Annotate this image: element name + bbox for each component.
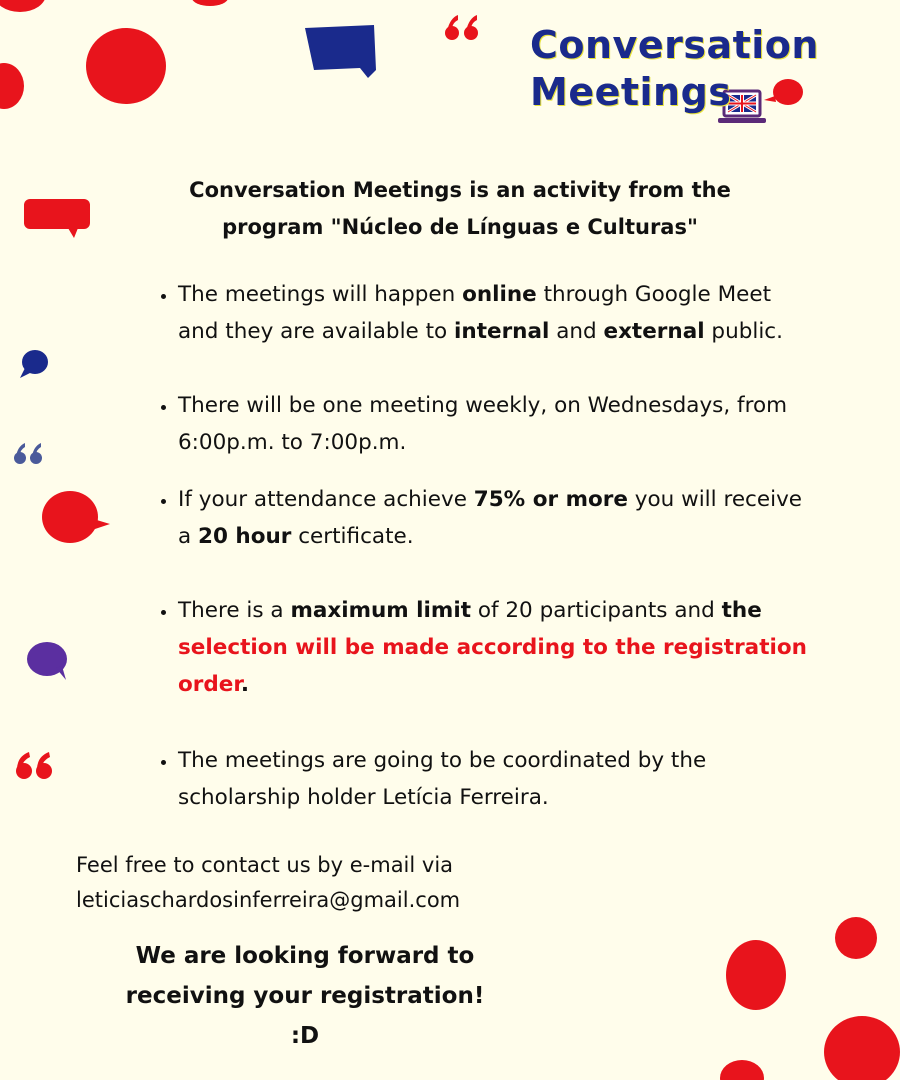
bullet-text: of 20 participants and [470, 598, 722, 623]
list-item [178, 742, 893, 816]
bullet-emphasis: 20 hour [198, 524, 292, 549]
bullet-emphasis: the [721, 598, 762, 623]
quote-icon [16, 752, 52, 779]
bullet-text: If your attendance achieve [178, 487, 474, 512]
contact-info [76, 848, 596, 918]
intro-line-1: Conversation Meetings is an activity from the [189, 178, 731, 202]
bullet-text: scholarship holder Letícia Ferreira. [178, 785, 549, 810]
closing-line-3: :D [290, 1023, 320, 1049]
red-circle-decoration [726, 940, 786, 1010]
red-circle-decoration [0, 0, 46, 12]
bullet-text: through Google Meet [536, 282, 772, 307]
bullet-text: you will receive [627, 487, 803, 512]
bullet-highlight: order [178, 672, 241, 697]
speech-bubble-icon [42, 491, 110, 543]
bullet-text: public. [704, 319, 783, 344]
closing-line-2: receiving your registration! [125, 983, 485, 1009]
bullet-text: . [240, 672, 250, 697]
bullet-emphasis: online [462, 282, 537, 307]
bullet-text: The meetings will happen [178, 282, 463, 307]
contact-email[interactable]: leticiaschardosinferreira@gmail.com [76, 888, 461, 912]
bullet-highlight: selection will be made according to the registration [178, 635, 807, 660]
bullet-text: The meetings are going to be coordinated by the [178, 748, 707, 773]
red-circle-decoration [192, 0, 228, 6]
red-circle-decoration [835, 917, 877, 959]
bullet-emphasis: maximum limit [290, 598, 471, 623]
bullet-text: and they are available to [178, 319, 455, 344]
contact-text: Feel free to contact us by e-mail via [76, 853, 454, 877]
quote-icon [14, 443, 42, 464]
bullet-emphasis: internal [454, 319, 550, 344]
title-line-1: Conversation [530, 23, 819, 67]
bullet-text: There is a [178, 598, 291, 623]
list-item [178, 276, 893, 350]
intro-text [120, 172, 800, 246]
speech-bubble-icon [27, 642, 67, 680]
speech-bubble-icon [20, 350, 48, 378]
list-item [178, 481, 893, 555]
quote-icon [445, 15, 478, 40]
speech-bubble-icon [24, 199, 90, 238]
list-item [178, 387, 893, 461]
bullet-text: and [549, 319, 604, 344]
intro-line-2: program "Núcleo de Línguas e Culturas" [222, 215, 698, 239]
red-circle-decoration [86, 28, 166, 104]
bullet-emphasis: external [603, 319, 705, 344]
list-item [178, 592, 893, 703]
bullet-text: certificate. [291, 524, 414, 549]
bullet-text: a [178, 524, 199, 549]
closing-message [50, 936, 560, 1056]
closing-line-1: We are looking forward to [135, 943, 475, 969]
page-title [530, 22, 830, 116]
speech-bubble-icon [305, 25, 376, 78]
red-circle-decoration [824, 1016, 900, 1080]
red-circle-decoration [0, 63, 24, 109]
title-line-2: Meetings [530, 70, 732, 114]
bullet-text: There will be one meeting weekly, on Wednesdays, from [178, 393, 788, 418]
bullet-text: 6:00p.m. to 7:00p.m. [178, 430, 407, 455]
bullet-emphasis: 75% or more [473, 487, 628, 512]
red-circle-decoration [720, 1060, 764, 1080]
